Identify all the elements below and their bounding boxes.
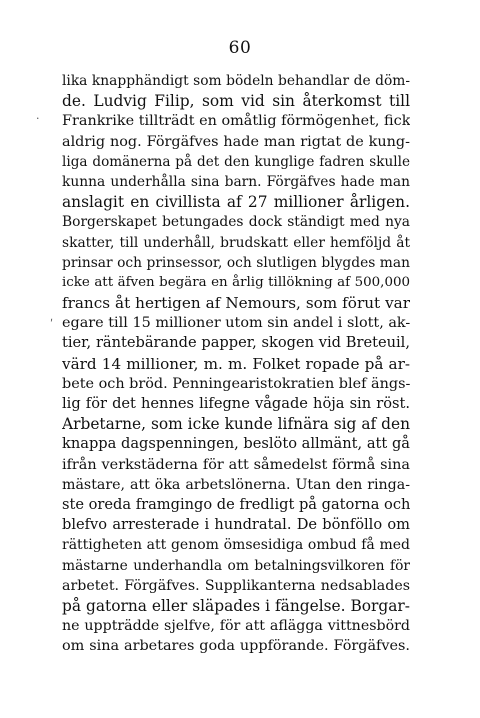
text-line: rättigheten att genom ömsesidiga ombud få med [62, 537, 410, 554]
ink-speck: ʹ [50, 318, 54, 331]
text-line: francs åt hertigen af Nemours, som förut var [62, 294, 410, 313]
text-line: prinsar och prinsessor, och slutligen blygdes man [62, 254, 410, 271]
text-line: Frankrike tillträdt en omåtlig förmögenhet, fick [62, 113, 410, 130]
text-line: kunna underhålla sina barn. Förgäfves hade man [62, 173, 410, 190]
text-line: bete och bröd. Penningearistokratien blef ängs- [62, 375, 410, 392]
text-line: mästarne underhandla om betalningsvilkoren för [62, 557, 410, 574]
text-line: ste oreda framgingo de fredligt på gatorna och [62, 495, 410, 513]
text-line: mästare, att öka arbetslönerna. Utan den ringa- [62, 476, 410, 493]
text-line: arbetet. Förgäfves. Supplikanterna nedsablades [62, 577, 410, 594]
body-text [62, 71, 410, 656]
text-line: icke att äfven begära en årlig tillökning af 500,000 [62, 274, 410, 290]
text-line: på gatorna eller släpades i fängelse. Borgar- [62, 596, 410, 615]
text-line: om sina arbetares goda uppförande. Förgäfves. [62, 638, 410, 655]
text-line: aldrig nog. Förgäfves hade man rigtat de kung- [62, 133, 410, 150]
page-number: 60 [228, 38, 252, 58]
text-line: tier, räntebärande papper, skogen vid Breteuil, [62, 334, 410, 352]
ink-speck: · [36, 112, 40, 125]
text-line: knappa dagspenningen, beslöto allmänt, att gå [62, 435, 410, 453]
text-line: Arbetarne, som icke kunde lifnära sig af den [62, 415, 410, 434]
text-line: skatter, till underhåll, brudskatt eller hemföljd åt [62, 234, 410, 251]
text-line: anslagit en civillista af 27 millioner årligen. [62, 193, 410, 212]
text-line: liga domänerna på det den kunglige fadren skulle [62, 153, 410, 170]
text-line: de. Ludvig Filip, som vid sin återkomst till [62, 92, 410, 111]
text-line: blefvo arresterade i hundratal. De bönföllo om [62, 516, 410, 534]
text-line: värd 14 millioner, m. m. Folket ropade på ar- [62, 354, 410, 373]
text-line: lig för det hennes lifegne vågade höja sin röst. [62, 395, 410, 412]
text-line: Borgerskapet betungades dock ständigt med nya [62, 214, 410, 231]
text-line: egare till 15 millioner utom sin andel i slott, ak- [62, 315, 410, 332]
text-line: ne uppträdde sjelfve, för att aflägga vittnesbörd [62, 618, 410, 635]
text-line: lika knapphändigt som bödeln behandlar de döm- [62, 73, 410, 89]
text-line: ifrån verkstäderna för att såmedelst förmå sina [62, 456, 410, 473]
